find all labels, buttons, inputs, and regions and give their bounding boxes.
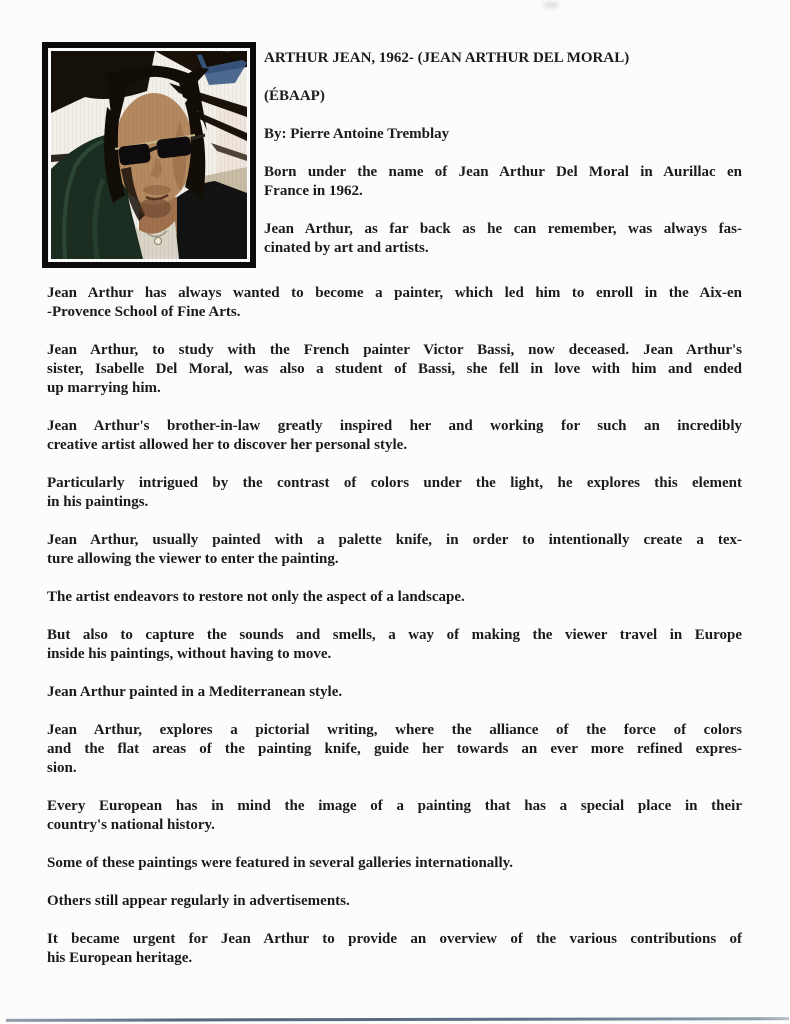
text-line: up marrying him. [47, 380, 161, 396]
text-line: ture allowing the viewer to enter the painting. [47, 551, 339, 567]
paragraph [47, 797, 742, 835]
text-line: Some of these paintings were featured in several galleries internationally. [47, 855, 514, 871]
paragraph [47, 683, 742, 702]
text-line: Jean Arthur, explores a pictorial writing, where the alliance of the force of colors [47, 722, 742, 738]
text-line: Jean Arthur, as far back as he can remember, was always fas- [264, 221, 742, 237]
text-line: Others still appear regularly in advertisements. [47, 893, 350, 909]
paragraph [47, 341, 742, 398]
bottom-rule [6, 1017, 789, 1022]
text-line: cinated by art and artists. [264, 240, 429, 256]
text-line: Jean Arthur's brother-in-law greatly inspired her and working for such an incredibly [47, 418, 742, 434]
text-line: But also to capture the sounds and smells, a way of making the viewer travel in Europe [47, 627, 742, 643]
text-line: Jean Arthur, to study with the French painter Victor Bassi, now deceased. Jean Arthur's [47, 342, 742, 358]
paragraph [47, 417, 742, 455]
text-line: -Provence School of Fine Arts. [47, 304, 241, 320]
text-line: Born under the name of Jean Arthur Del Moral in Aurillac en [264, 164, 742, 180]
paragraph [47, 588, 742, 607]
text-line: (ÉBAAP) [264, 88, 325, 104]
text-line: The artist endeavors to restore not only the aspect of a landscape. [47, 589, 465, 605]
text-line: country's national history. [47, 817, 215, 833]
text-line: sister, Isabelle Del Moral, was also a student of Bassi, she fell in love with him and ended [47, 361, 742, 377]
paragraph [47, 930, 742, 968]
portrait-image [51, 51, 247, 259]
paragraph [47, 474, 742, 512]
paragraph [47, 626, 742, 664]
paragraph [47, 531, 742, 569]
text-line: in his paintings. [47, 494, 149, 510]
text-line: his European heritage. [47, 950, 193, 966]
paragraph [47, 284, 742, 322]
text-line: Jean Arthur painted in a Mediterranean style. [47, 684, 343, 700]
paragraph [47, 892, 742, 911]
text-line: It became urgent for Jean Arthur to provide an overview of the various contributions of [47, 931, 742, 947]
body-block [47, 284, 742, 968]
text-line: Particularly intrigued by the contrast of colors under the light, he explores this element [47, 475, 742, 491]
text-line: sion. [47, 760, 77, 776]
paragraph [47, 721, 742, 778]
text-line: and the flat areas of the painting knife, guide her towards an ever more refined expres- [47, 741, 742, 757]
text-line: Jean Arthur, usually painted with a palette knife, in order to intentionally create a tex- [47, 532, 742, 548]
text-line: Jean Arthur has always wanted to become a painter, which led him to enroll in the Aix-en [47, 285, 742, 301]
paragraph [47, 854, 742, 873]
scan-smudge [543, 2, 559, 8]
text-line: creative artist allowed her to discover her personal style. [47, 437, 408, 453]
text-line: France in 1962. [264, 183, 363, 199]
text-line: inside his paintings, without having to move. [47, 646, 332, 662]
text-line: ARTHUR JEAN, 1962- (JEAN ARTHUR DEL MORAL) [264, 50, 630, 66]
text-line: Every European has in mind the image of a painting that has a special place in their [47, 798, 742, 814]
portrait-photo [42, 42, 256, 268]
text-line: By: Pierre Antoine Tremblay [264, 126, 450, 142]
